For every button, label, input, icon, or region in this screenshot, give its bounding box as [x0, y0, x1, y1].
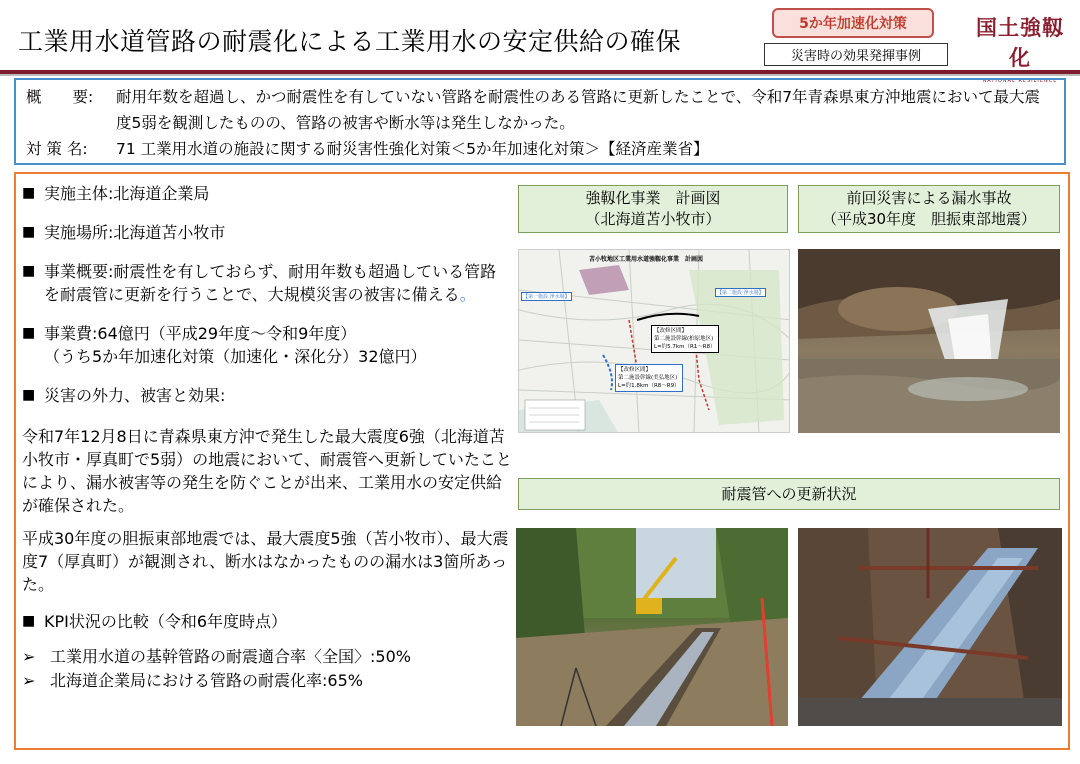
effect-paragraph-2025: 令和7年12月8日に青森県東方沖で発生した最大震度6強（北海道苫小牧市・厚真町で5弱）の地震において、耐震管へ更新していたことにより、漏水被害等の発生を防ぐことが出来、工業用水の安定供給が確保された。 — [22, 427, 512, 515]
kpi-heading-text: KPI状況の比較（令和6年度時点） — [44, 612, 288, 631]
project-cost-item — [22, 322, 512, 368]
arrow-bullet-icon: ➢ — [22, 671, 36, 690]
summary-box — [14, 78, 1066, 165]
section1-label — [651, 325, 719, 353]
case-type-badge: 災害時の効果発揮事例 — [764, 43, 948, 66]
leak-accident-photo — [798, 249, 1060, 433]
leak-accident-caption — [798, 185, 1060, 233]
kpi-hokkaido-item — [22, 669, 512, 693]
section1-line3: L=約5.7km（R1～R8） — [654, 344, 716, 350]
plan-map-caption-line1: 強靱化事業 計画図 — [585, 189, 721, 207]
leak-accident-caption-line1: 前回災害による漏水事故 — [846, 189, 1012, 207]
upgrade-status-caption: 耐震管への更新状況 — [518, 478, 1060, 510]
implementer-item — [22, 182, 512, 205]
kpi-heading-item — [22, 610, 512, 633]
bullet-square-icon: ■ — [22, 387, 36, 403]
bullet-square-icon: ■ — [22, 325, 36, 341]
plan-map-caption — [518, 185, 788, 233]
logo-sub-text: NATIONAL RESILIENCE — [982, 78, 1058, 84]
disaster-heading-text: 災害の外力、被害と効果: — [44, 386, 226, 405]
page-title: 工業用水道管路の耐震化による工業用水の安定供給の確保 — [18, 27, 682, 56]
section2-label — [615, 364, 683, 392]
bullet-square-icon: ■ — [22, 613, 36, 629]
plan-map-title: 苫小牧地区工業用水道強靱化事業 計画図 — [589, 256, 704, 263]
arrow-bullet-icon: ➢ — [22, 647, 36, 666]
construction-photo-drawing-2 — [798, 528, 1062, 726]
plant1-tag: 【第一施設 浄水場】 — [523, 294, 570, 300]
plan-map-caption-line2: （北海道苫小牧市） — [585, 210, 721, 228]
pipe-construction-photo-1 — [516, 528, 788, 726]
disaster-heading-item — [22, 384, 512, 407]
section1-line1: 【改修区間】 — [654, 328, 688, 334]
bullet-square-icon: ■ — [22, 224, 36, 240]
bullet-square-icon: ■ — [22, 185, 36, 201]
summary-overview-row — [26, 84, 1054, 136]
measure-text: 71 工業用水道の施設に関する耐災害性強化対策＜5か年加速化対策＞【経済産業省】 — [116, 140, 709, 158]
pipe-construction-photo-2 — [798, 528, 1062, 726]
project-overview-item — [22, 260, 512, 306]
plan-map-image — [518, 249, 790, 433]
project-overview-body: 事業概要:耐震性を有しておらず、耐用年数も超過している管路を耐震管に更新を行うことで、大規模災害の被害に備える — [44, 262, 497, 304]
section1-line2: 第二施設幹線(柏原地区) — [654, 336, 714, 342]
section2-line1: 【改修区間】 — [618, 367, 652, 373]
project-overview-period: 。 — [459, 285, 476, 304]
details-column — [22, 182, 512, 693]
project-cost-text — [44, 322, 512, 368]
logo-main-text: 国土強靱化 — [976, 15, 1064, 70]
measure-label: 対 策 名: — [26, 140, 88, 158]
section2-line2: 第二施設幹線(美弘地区) — [618, 375, 678, 381]
leak-accident-caption-line2: （平成30年度 胆振東部地震） — [821, 210, 1037, 228]
overview-label: 概 要: — [26, 88, 94, 106]
construction-photo-drawing-1 — [516, 528, 788, 726]
location-text: 実施場所:北海道苫小牧市 — [44, 223, 226, 242]
plant2-tag: 【第二施設 浄水場】 — [717, 290, 764, 296]
program-badge: 5か年加速化対策 — [772, 8, 934, 38]
project-cost-line2: （うち5か年加速化対策（加速化・深化分）32億円） — [44, 347, 427, 366]
leak-photo-drawing — [798, 249, 1060, 433]
overview-text: 耐用年数を超過し、かつ耐震性を有していない管路を耐震性のある管路に更新したことで、令和7年青森県東方沖地震において最大震度5弱を観測したものの、管路の被害や断水等は発生しなかった。 — [116, 88, 1041, 132]
kpi-national-text: 工業用水道の基幹管路の耐震適合率〈全国〉:50% — [50, 647, 411, 666]
implementer-text: 実施主体:北海道企業局 — [44, 184, 210, 203]
project-overview-text — [44, 260, 512, 306]
location-item — [22, 221, 512, 244]
summary-measure-row — [26, 136, 1054, 162]
kpi-national-item — [22, 645, 512, 669]
bullet-square-icon: ■ — [22, 263, 36, 279]
project-cost-line1: 事業費:64億円（平成29年度～令和9年度） — [44, 324, 357, 343]
kpi-hokkaido-text: 北海道企業局における管路の耐震化率:65% — [50, 671, 363, 690]
header-divider-shadow — [0, 74, 1080, 76]
section2-line3: L=約1.8km（R8～R9） — [618, 383, 680, 389]
effect-paragraph-2018: 平成30年度の胆振東部地震では、最大震度5強（苫小牧市）、最大震度7（厚真町）が観測され、断水はなかったものの漏水は3箇所あった。 — [22, 529, 509, 594]
